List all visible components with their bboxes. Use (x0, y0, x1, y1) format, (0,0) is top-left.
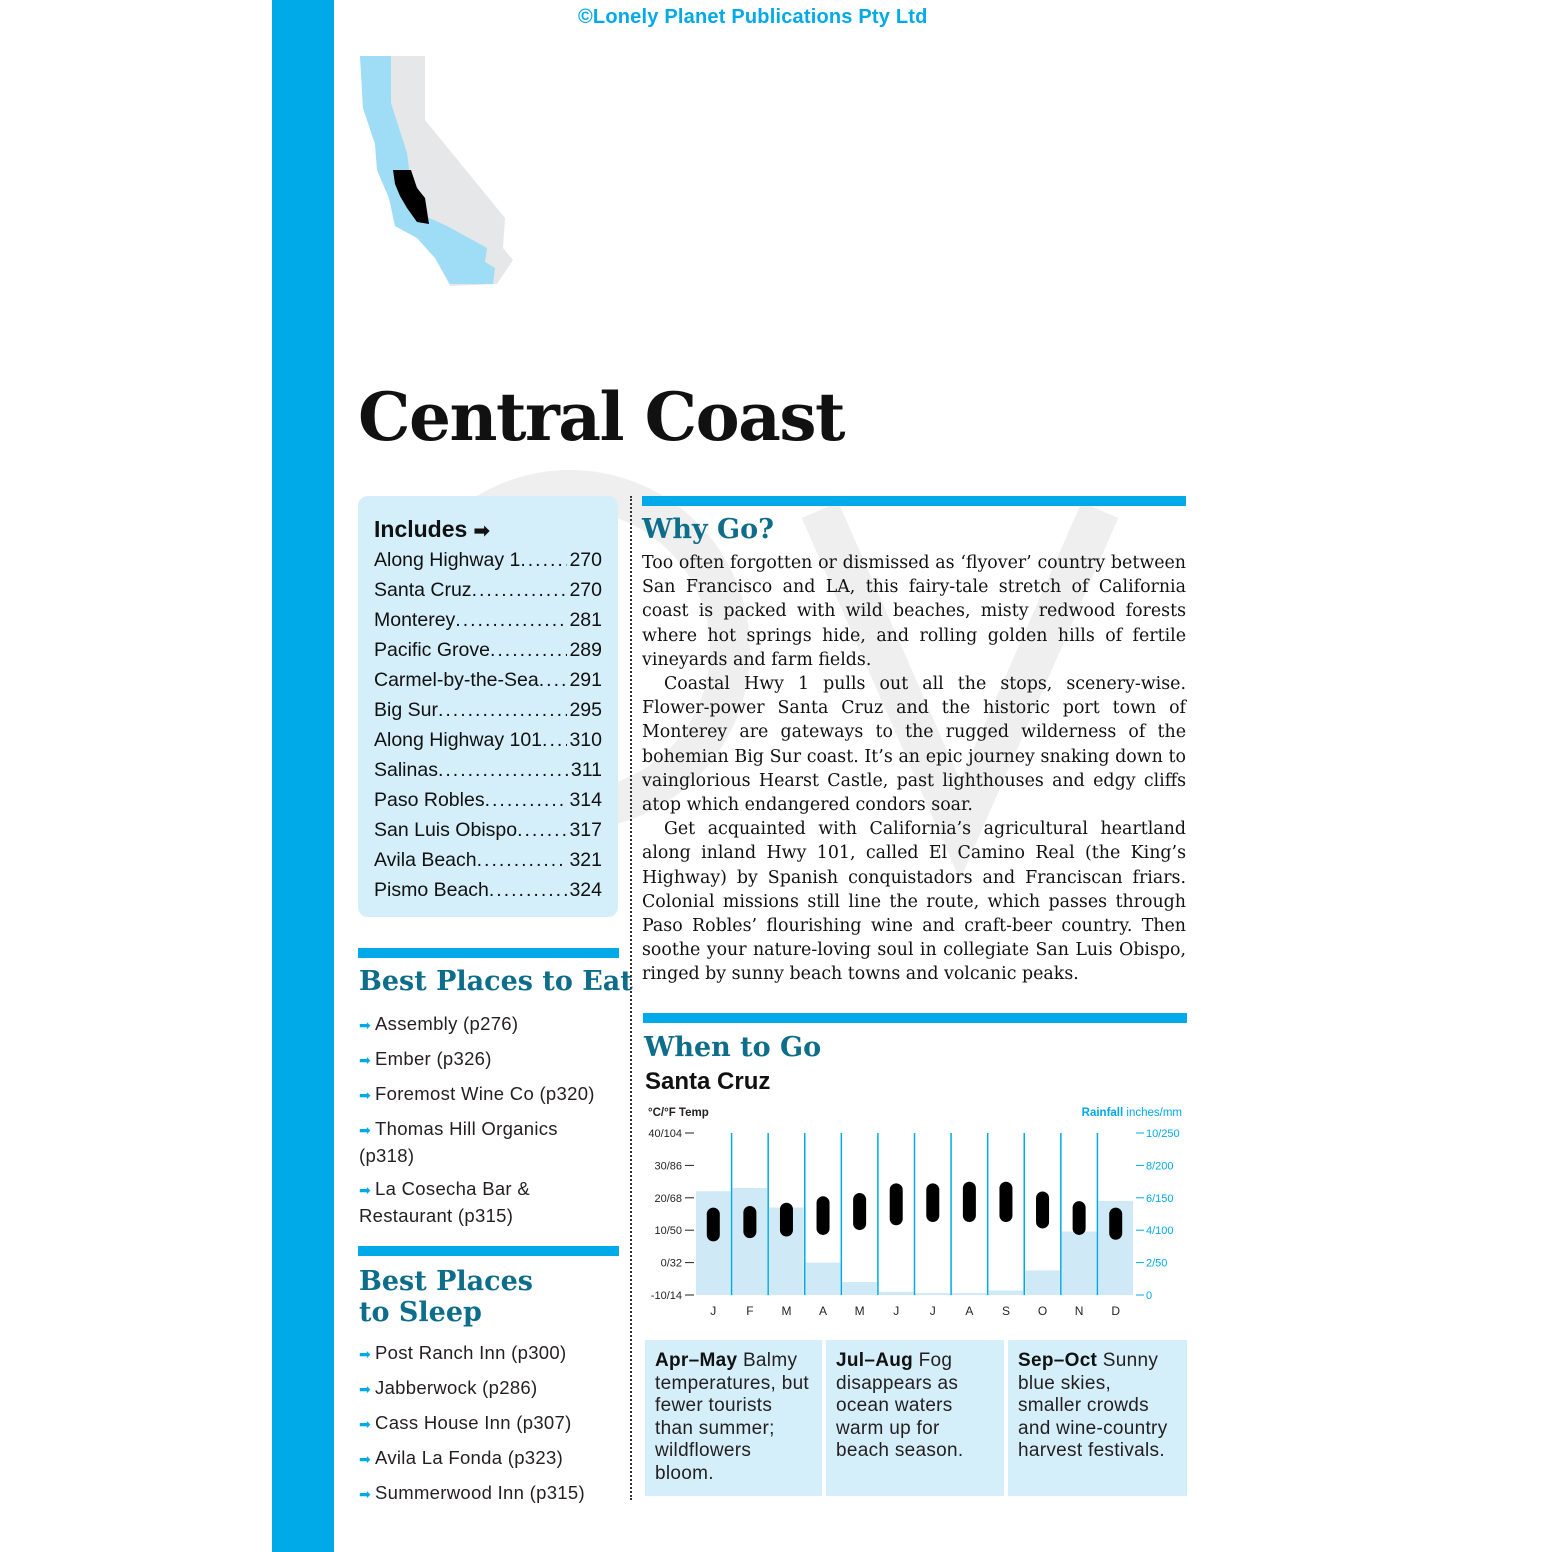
rain-tick-label: 8/200 (1146, 1160, 1174, 1173)
leader-dots (485, 785, 568, 815)
arrow-bullet-icon: ➡ (359, 1486, 372, 1502)
leader-dots (520, 545, 567, 575)
month-label: A (819, 1304, 828, 1318)
includes-item (374, 665, 602, 695)
includes-item-page: 324 (569, 879, 602, 901)
california-locator-map (355, 48, 555, 288)
eat-list-item (359, 1116, 617, 1168)
includes-item (374, 635, 602, 665)
eat-list (359, 1011, 617, 1236)
eat-list-item-text: Assembly (p276) (375, 1013, 519, 1034)
includes-item-label: Pacific Grove (374, 639, 490, 661)
season-text: Fog disappears as ocean waters warm up for beach season. (836, 1350, 964, 1461)
includes-item (374, 875, 602, 905)
includes-item-page: 289 (569, 639, 602, 661)
arrow-bullet-icon: ➡ (359, 1346, 372, 1362)
includes-item-label: Santa Cruz (374, 579, 472, 601)
why-go-rule (642, 496, 1186, 506)
when-to-go-heading: When to Go (644, 1032, 822, 1063)
rain-tick-label: 10/250 (1146, 1128, 1180, 1140)
eat-list-item-text: La Cosecha Bar & Restaurant (p315) (359, 1178, 530, 1226)
rainfall-axis-label-bold: Rainfall (1081, 1107, 1127, 1119)
temp-axis-label: °C/°F Temp (648, 1107, 709, 1119)
includes-item-page: 270 (569, 549, 602, 571)
arrow-bullet-icon: ➡ (359, 1087, 372, 1103)
sleep-list-item-text: Cass House Inn (p307) (375, 1412, 572, 1433)
chart-location: Santa Cruz (645, 1068, 771, 1095)
includes-item-label: Along Highway 101 (374, 729, 543, 751)
sleep-list-item (359, 1480, 617, 1507)
arrow-bullet-icon: ➡ (359, 1381, 372, 1397)
includes-item-page: 291 (569, 669, 602, 691)
arrow-bullet-icon: ➡ (359, 1122, 372, 1138)
climate-chart (640, 1100, 1190, 1325)
includes-item (374, 605, 602, 635)
eat-list-item-text: Foremost Wine Co (p320) (375, 1083, 595, 1104)
season-box-spring (645, 1340, 822, 1496)
eat-list-item-text: Thomas Hill Organics (p318) (359, 1118, 558, 1166)
temp-tick-label: 20/68 (654, 1192, 682, 1205)
leader-dots (489, 875, 568, 905)
arrow-bullet-icon: ➡ (359, 1052, 372, 1068)
includes-box (358, 496, 618, 917)
season-label: Apr–May (655, 1350, 738, 1371)
includes-item (374, 575, 602, 605)
arrow-bullet-icon: ➡ (359, 1017, 372, 1033)
leader-dots (438, 695, 568, 725)
why-go-body (642, 551, 1186, 987)
includes-item-page: 317 (569, 819, 602, 841)
why-go-paragraph: Get acquainted with California’s agricultural heartland along inland Hwy 101, called El Camino Real (the King’s Highway) by Spanish conquistadors and Franciscan friars. Colonial missions still line the route, which passes through Paso Robles’ flourishing wine and craft-beer country. Then soothe your nature-loving soul in collegiate San Luis Obispo, ringed by sunny beach towns and volcanic peaks. (642, 819, 1186, 985)
sleep-list-item-text: Post Ranch Inn (p300) (375, 1342, 567, 1363)
leader-dots (490, 635, 568, 665)
includes-item (374, 815, 602, 845)
eat-list-item (359, 1081, 617, 1108)
leader-dots (477, 845, 568, 875)
includes-item-page: 281 (569, 609, 602, 631)
eat-list-item (359, 1176, 617, 1228)
leader-dots (517, 815, 567, 845)
includes-heading: Includes ➡ (374, 516, 490, 542)
includes-item-label: Salinas (374, 759, 438, 781)
rainfall-bar (1062, 1231, 1097, 1295)
sleep-heading: Best Places to Sleep (359, 1266, 533, 1328)
page-edge-bar (272, 0, 334, 1552)
includes-item (374, 695, 602, 725)
includes-item-label: Big Sur (374, 699, 438, 721)
rainfall-bar (842, 1282, 877, 1295)
includes-item (374, 845, 602, 875)
includes-item-label: Along Highway 1 (374, 549, 521, 571)
includes-item (374, 725, 602, 755)
month-label: A (965, 1304, 974, 1318)
leader-dots (542, 725, 567, 755)
season-text: Balmy temperatures, but fewer tourists than summer; wildflowers bloom. (655, 1350, 810, 1484)
arrow-bullet-icon: ➡ (359, 1416, 372, 1432)
sleep-list-item (359, 1410, 617, 1437)
rainfall-bar (733, 1188, 768, 1295)
rainfall-bar (879, 1292, 914, 1295)
season-box-summer (826, 1340, 1004, 1496)
leader-dots (539, 665, 568, 695)
includes-item-label: Pismo Beach (374, 879, 489, 901)
temp-tick-label: 40/104 (648, 1128, 682, 1140)
why-go-heading: Why Go? (642, 514, 774, 545)
sleep-list-item (359, 1375, 617, 1402)
includes-item-label: San Luis Obispo (374, 819, 518, 841)
rainfall-axis-label (1082, 1107, 1182, 1119)
rainfall-bar (952, 1293, 987, 1295)
leader-dots (472, 575, 568, 605)
includes-item (374, 785, 602, 815)
channel-island-3 (455, 262, 460, 265)
eat-list-item (359, 1046, 617, 1073)
includes-item-page: 310 (569, 729, 602, 751)
month-label: J (893, 1304, 900, 1318)
rain-tick-label: 6/150 (1146, 1192, 1174, 1205)
leader-dots (438, 755, 569, 785)
page-title: Central Coast (358, 378, 845, 456)
rainfall-bar (1025, 1270, 1060, 1295)
month-label: M (854, 1304, 865, 1318)
season-box-autumn (1008, 1340, 1187, 1496)
arrow-bullet-icon: ➡ (359, 1451, 372, 1467)
temp-tick-label: 10/50 (654, 1225, 682, 1238)
includes-item (374, 755, 602, 785)
season-label: Jul–Aug (836, 1350, 914, 1371)
sleep-list-item-text: Jabberwock (p286) (375, 1377, 538, 1398)
includes-item-page: 295 (569, 699, 602, 721)
season-label: Sep–Oct (1018, 1350, 1098, 1371)
sleep-list-item-text: Summerwood Inn (p315) (375, 1482, 585, 1503)
rain-tick-label: 2/50 (1146, 1257, 1168, 1270)
includes-item-label: Paso Robles (374, 789, 485, 811)
rainfall-bar (916, 1293, 951, 1295)
includes-list (374, 545, 602, 905)
column-divider (630, 496, 632, 1500)
temp-tick-label: -10/14 (650, 1290, 682, 1302)
sleep-list-item (359, 1340, 617, 1367)
rainfall-axis-label-unit: inches/mm (1126, 1107, 1182, 1119)
month-label: M (781, 1304, 792, 1318)
includes-item (374, 545, 602, 575)
includes-item-label: Avila Beach (374, 849, 477, 871)
leader-dots (455, 605, 567, 635)
why-go-paragraph: Coastal Hwy 1 pulls out all the stops, scenery-wise. Flower-power Santa Cruz and the historic port town of Monterey are gateways to the rugged wilderness of the bohemian Big Sur coast. It’s an epic journey snaking down to vainglorious Hearst Castle, past lighthouses and edgy cliffs atop which endangered condors soar. (642, 674, 1186, 816)
temp-tick-label: 30/86 (654, 1160, 682, 1173)
includes-item-page: 270 (569, 579, 602, 601)
month-label: F (746, 1304, 754, 1318)
copyright-notice: ©Lonely Planet Publications Pty Ltd (578, 6, 928, 28)
arrow-right-icon: ➡ (473, 521, 490, 542)
eat-list-item (359, 1011, 617, 1038)
includes-item-page: 314 (569, 789, 602, 811)
includes-item-label: Carmel-by-the-Sea (374, 669, 539, 691)
eat-rule (358, 948, 619, 958)
includes-item-page: 311 (570, 759, 602, 781)
arrow-bullet-icon: ➡ (359, 1182, 372, 1198)
eat-list-item-text: Ember (p326) (375, 1048, 492, 1069)
month-label: S (1001, 1304, 1010, 1318)
month-label: O (1037, 1304, 1048, 1318)
sleep-list-item (359, 1445, 617, 1472)
month-label: D (1111, 1304, 1121, 1318)
season-text: Sunny blue skies, smaller crowds and wine-country harvest festivals. (1018, 1350, 1168, 1461)
includes-item-label: Monterey (374, 609, 456, 631)
month-label: J (710, 1304, 717, 1318)
rainfall-bar (696, 1191, 731, 1295)
rainfall-bar (806, 1263, 841, 1295)
sleep-rule (358, 1246, 619, 1256)
temp-tick-label: 0/32 (660, 1257, 682, 1270)
why-go-paragraph: Too often forgotten or dismissed as ‘flyover’ country between San Francisco and LA, this fairy-tale stretch of California coast is packed with wild beaches, misty redwood forests where hot springs hide, and rolling golden hills of fertile vineyards and farm fields. (642, 553, 1186, 670)
month-label: N (1074, 1304, 1084, 1318)
rainfall-bar (989, 1290, 1024, 1295)
sleep-list (359, 1340, 617, 1515)
includes-item-page: 321 (569, 849, 602, 871)
rain-tick-label: 0 (1146, 1290, 1153, 1302)
when-to-go-rule (643, 1013, 1187, 1023)
sleep-list-item-text: Avila La Fonda (p323) (375, 1447, 564, 1468)
eat-heading: Best Places to Eat (359, 966, 633, 997)
rain-tick-label: 4/100 (1146, 1225, 1174, 1238)
month-label: J (929, 1304, 936, 1318)
